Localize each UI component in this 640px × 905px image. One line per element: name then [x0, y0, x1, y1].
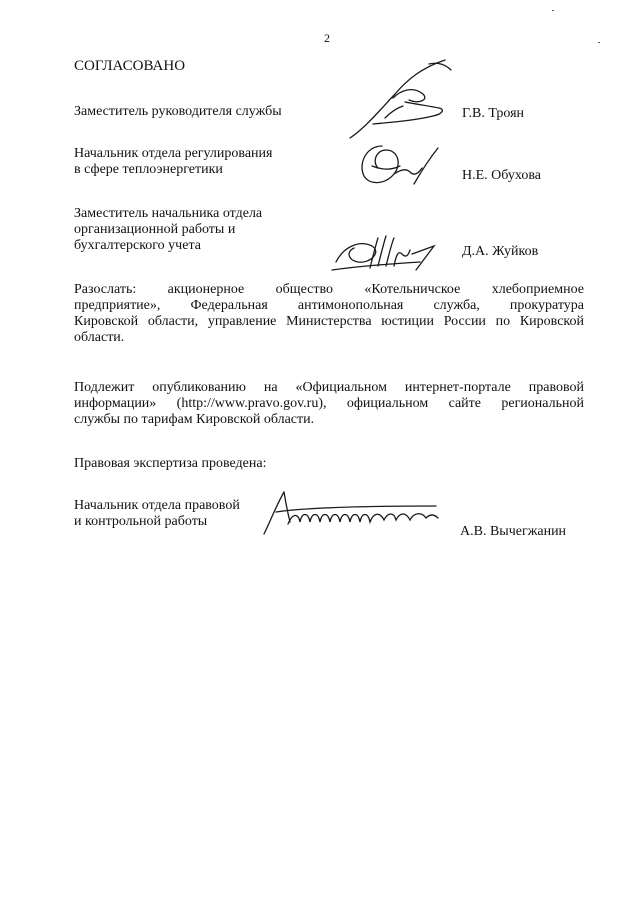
expertise-position: Начальник отдела правовой	[74, 498, 240, 513]
signature-zhuikov	[330, 232, 440, 276]
expertise-name: А.В. Вычегжанин	[460, 524, 567, 539]
paragraph-line: Разослать: акционерное общество «Котельничское хлебоприемное	[74, 282, 584, 297]
signatory-position: Заместитель руководителя службы	[74, 104, 282, 119]
paragraph-line: предприятие», Федеральная антимонопольная служба, прокуратура	[74, 298, 584, 313]
scan-speck	[552, 10, 554, 11]
signatory-position: Начальник отдела регулирования	[74, 146, 273, 161]
signatory-position: бухгалтерского учета	[74, 238, 201, 253]
paragraph-line: Кировской области, управление Министерства юстиции России по Кировской	[74, 314, 584, 329]
distribution-paragraph	[74, 282, 584, 346]
signature-obukhova	[352, 140, 442, 192]
paragraph-line: Подлежит опубликованию на «Официальном интернет-портале правовой	[74, 380, 584, 395]
expertise-statement: Правовая экспертиза проведена:	[74, 456, 267, 471]
signature-troyan	[345, 58, 455, 148]
signatory-name: Н.Е. Обухова	[462, 168, 541, 183]
publication-paragraph	[74, 380, 584, 428]
signatory-position: организационной работы и	[74, 222, 236, 237]
scan-speck	[598, 42, 600, 43]
expertise-position: и контрольной работы	[74, 514, 208, 529]
signatory-name: Д.А. Жуйков	[462, 244, 539, 259]
signatory-position: в сфере теплоэнергетики	[74, 162, 223, 177]
paragraph-line: службы по тарифам Кировской области.	[74, 412, 315, 427]
signatory-position: Заместитель начальника отдела	[74, 206, 263, 221]
page-number: 2	[324, 31, 330, 45]
signature-vychegzhanin	[262, 488, 442, 538]
signatory-name: Г.В. Троян	[462, 106, 525, 121]
paragraph-line: области.	[74, 330, 125, 345]
approval-heading: СОГЛАСОВАНО	[74, 58, 186, 74]
paragraph-line: информации» (http://www.pravo.gov.ru), официальном сайте региональной	[74, 396, 584, 411]
